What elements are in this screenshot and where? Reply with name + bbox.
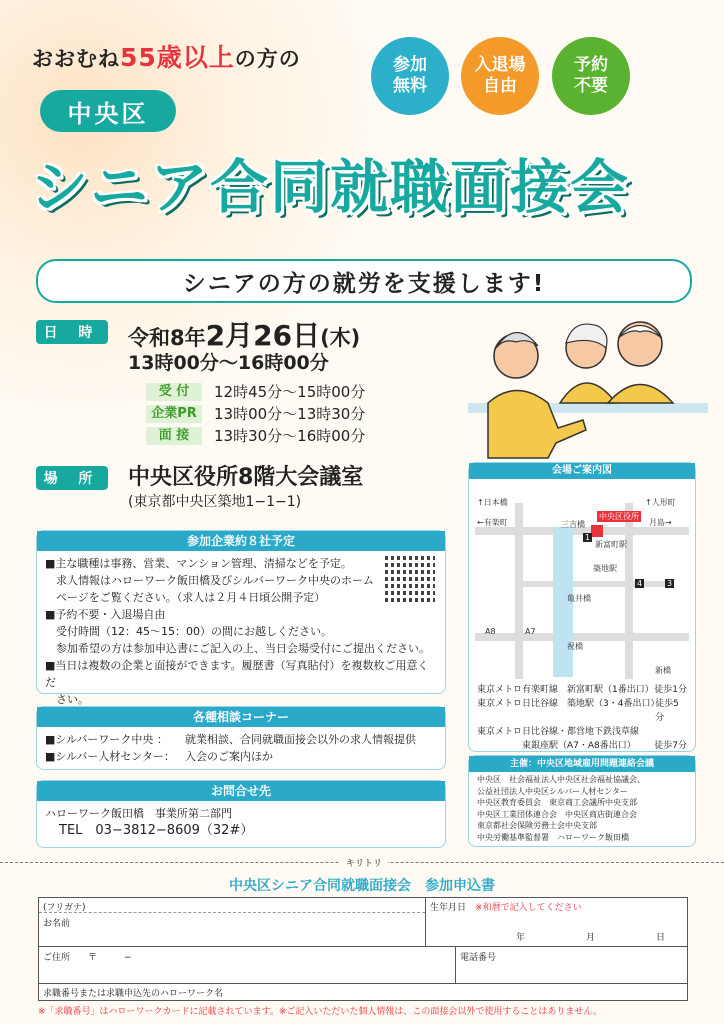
venue: 中央区役所8階大会議室 xyxy=(128,465,364,490)
road xyxy=(625,503,633,679)
consult-row: ■シルバー人材センター： 入会のご案内ほか xyxy=(45,750,273,763)
target-audience: おおむね55歳以上の方の xyxy=(32,43,301,72)
station-row: 東銀座駅（A7・A8番出口） 徒歩7分 xyxy=(477,741,687,751)
ward-label: 中央区 xyxy=(40,90,176,132)
companies-line: 受付時間（12：45～15：00）の間にお越しください。 xyxy=(45,625,332,638)
badge-free: 参加 無料 xyxy=(371,37,449,115)
consult-head: 各種相談コーナー xyxy=(37,707,445,727)
road xyxy=(515,503,523,679)
birthdate-field[interactable]: 生年月日 ※和暦で記入してください 年 月 日 xyxy=(426,898,687,947)
consult-body xyxy=(37,727,445,769)
form-note: ※「求職番号」はハローワークカードに記載されています。※ご記入いただいた個人情報は、この面接会以外で使用することはありません。 xyxy=(38,1007,602,1017)
event-date: 令和8年2月26日(木) xyxy=(128,319,361,352)
date-label: 日 時 xyxy=(36,320,108,344)
venue-map xyxy=(468,462,696,752)
event-time: 13時00分～16時00分 xyxy=(128,352,329,374)
companies-line: ページをご覧ください。（求人は２月４日頃公開予定） xyxy=(45,591,326,604)
badge-no-reservation: 予約 不要 xyxy=(552,37,630,115)
address-field[interactable]: ご住所 〒 − xyxy=(39,947,456,984)
companies-line: ■当日は複数の企業と面接ができます。履歴書（写真貼付）を複数枚ご用意くだ xyxy=(45,659,429,689)
companies-head: 参加企業約８社予定 xyxy=(37,531,445,551)
place-label: 場 所 xyxy=(36,466,108,490)
ward-office-marker xyxy=(591,525,603,537)
station-row: 東京メトロ有楽町線 新富町駅（1番出口） 徒歩1分 xyxy=(477,685,687,695)
schedule-row: 企業PR 13時00分～13時30分 xyxy=(146,403,365,425)
station-list xyxy=(469,683,695,753)
map-head: 会場ご案内図 xyxy=(469,463,695,479)
companies-line: さい。 xyxy=(45,693,89,706)
name-field[interactable]: (フリガナ) お名前 xyxy=(39,898,426,947)
venue-address: (東京都中央区築地1−1−1) xyxy=(128,494,302,510)
companies-line: ■主な職種は事務、営業、マンション管理、清掃などを予定。 xyxy=(45,557,352,570)
organizers-head: 主催：中央区地域雇用問題連絡会議 xyxy=(469,756,695,772)
form-title: 中央区シニア合同就職面接会 参加申込書 xyxy=(229,878,495,894)
companies-line: ■予約不要・入退場自由 xyxy=(45,608,166,621)
road xyxy=(475,633,689,641)
companies-box xyxy=(36,530,446,706)
consult-row: ■シルバーワーク中央 ： 就業相談、合同就職面接会以外の求人情報提供 xyxy=(45,733,416,746)
station-row: 東京メトロ日比谷線・都営地下鉄浅草線 xyxy=(477,727,640,737)
map-canvas: ↑日本橋 ↑人形町 ←有楽町 月島→ 中央区役所 新富町駅 三吉橋 亀井橋 築地駅 新橋 A8 A7 1 3 4 祝橋 xyxy=(475,483,689,679)
station-row: 東京メトロ日比谷線 築地駅（3・4番出口） 徒歩5分 xyxy=(477,699,679,723)
schedule-row: 面 接 13時30分～16時00分 xyxy=(146,425,365,447)
consult-box xyxy=(36,706,446,770)
qr-code[interactable] xyxy=(385,555,435,605)
contact-head: お問合せ先 xyxy=(37,781,445,801)
subtitle-banner: シニアの方の就労を支援します! xyxy=(36,259,692,303)
companies-line: 求人情報はハローワーク飯田橋及びシルバーワーク中央のホーム xyxy=(45,574,374,587)
jobno-field[interactable]: 求職番号または求職申込先のハローワーク名 xyxy=(43,989,224,999)
cut-label: キリトリ xyxy=(340,856,388,869)
application-form xyxy=(38,897,688,1001)
seniors-illustration xyxy=(468,308,708,458)
schedule xyxy=(146,381,365,447)
contact-body xyxy=(37,801,445,843)
organizers-box xyxy=(468,755,696,847)
companies-line: 参加希望の方は参加申込書にご記入の上、当日会場受付にご提出ください。 xyxy=(45,642,430,655)
schedule-row: 受 付 12時45分～15時00分 xyxy=(146,381,365,403)
phone-field[interactable]: 電話番号 xyxy=(456,947,687,984)
badge-free-entry: 入退場 自由 xyxy=(461,37,539,115)
contact-box xyxy=(36,780,446,848)
companies-body xyxy=(37,551,445,712)
contact-tel[interactable]: TEL 03−3812−8609（32#） xyxy=(59,823,254,838)
contact-org: ハローワーク飯田橋 事業所第二部門 xyxy=(45,807,232,820)
page-title: シニア合同就職面接会 xyxy=(30,153,631,221)
organizers-body: 中央区 社会福祉法人中央区社会福祉協議会、 公益社団法人中央区シルバー人材センター 中央区教育委員会 東京商工会議所中央支部 中央区工業団体連合会 中央区商店街連合会 東京都社会保険労務士会中央支部 中央労働基準監督署 ハローワーク飯田橋 xyxy=(477,775,645,842)
